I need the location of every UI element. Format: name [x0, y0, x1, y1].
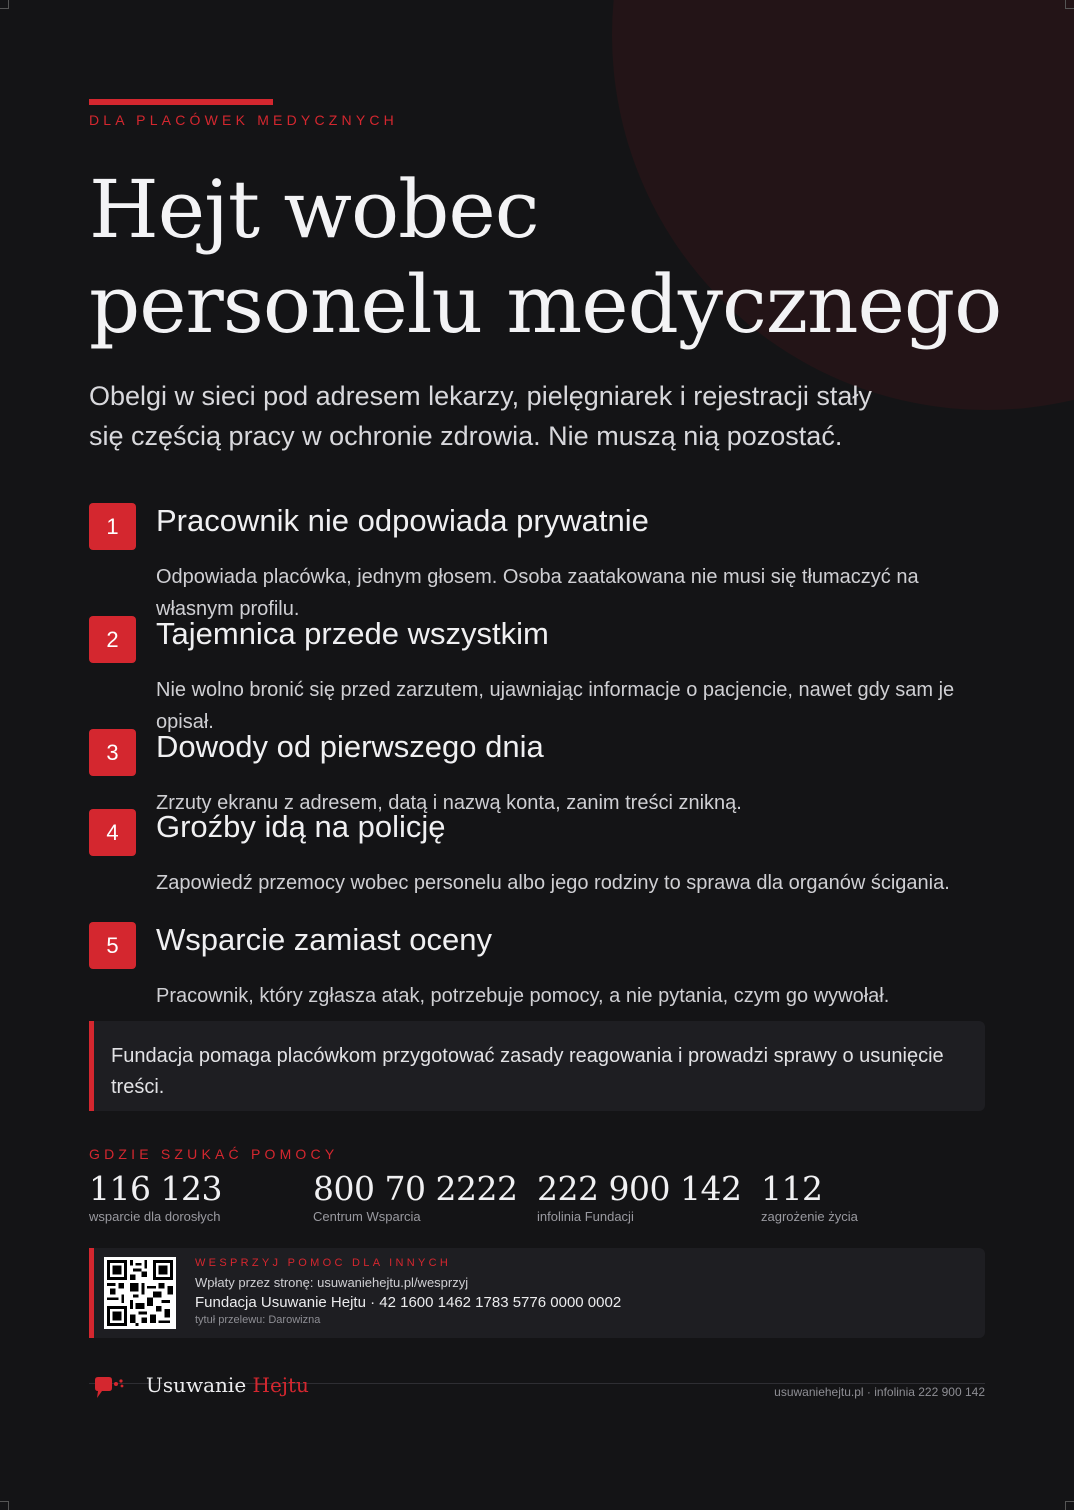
support-label: WESPRZYJ POMOC DLA INNYCH — [195, 1257, 452, 1269]
hotline — [313, 1168, 517, 1224]
speech-bubble-logo-icon — [92, 1376, 126, 1407]
rule-title: Pracownik nie odpowiada prywatnie — [156, 503, 649, 538]
help-section-label: GDZIE SZUKAĆ POMOCY — [89, 1146, 339, 1162]
crop-mark-top-right — [1065, 0, 1074, 9]
hotline-label: zagrożenie życia — [761, 1209, 858, 1224]
qr-code[interactable] — [104, 1257, 176, 1329]
hotline-label: infolinia Fundacji — [537, 1209, 634, 1224]
donation-box — [89, 1248, 985, 1338]
page-title — [89, 162, 1002, 352]
hotline-number[interactable]: 222 900 142 — [537, 1169, 742, 1208]
rule-text: Nie wolno bronić się przed zarzutem, ujawniając informacje o pacjencie, nawet gdy sam je opisał. — [156, 679, 955, 733]
crop-mark-bottom-left — [0, 1501, 9, 1510]
logo-word-hejtu: Hejtu — [252, 1373, 309, 1397]
rule-number-badge: 4 — [89, 809, 136, 856]
crop-mark-top-left — [0, 0, 9, 9]
crop-mark-bottom-right — [1065, 1501, 1074, 1510]
title-line-2: personelu medycznego — [89, 258, 1002, 351]
logo-wordmark — [146, 1373, 309, 1397]
rule-number-badge: 3 — [89, 729, 136, 776]
rule-text: Zapowiedź przemocy wobec personelu albo jego rodziny to sprawa dla organów ścigania. — [156, 872, 950, 894]
footer-contact[interactable]: usuwaniehejtu.pl · infolinia 222 900 142 — [774, 1385, 985, 1399]
rule-number-badge: 1 — [89, 503, 136, 550]
hotline-label: Centrum Wsparcia — [313, 1209, 421, 1224]
hotline-number[interactable]: 112 — [761, 1169, 823, 1208]
kicker-accent-bar — [89, 99, 273, 105]
rule-text: Odpowiada placówka, jednym głosem. Osoba zaatakowana nie musi się tłumaczyć na własnym profilu. — [156, 566, 919, 620]
logo-word-usuwanie: Usuwanie — [146, 1373, 247, 1397]
rule-number-badge: 5 — [89, 922, 136, 969]
lead-paragraph: Obelgi w sieci pod adresem lekarzy, pielęgniarek i rejestracji stały się częścią pracy w ochronie zdrowia. Nie muszą nią pozostać. — [89, 381, 872, 451]
support-bank-account: Fundacja Usuwanie Hejtu · 42 1600 1462 1783 5776 0000 0002 — [195, 1294, 622, 1311]
hotline — [761, 1168, 858, 1224]
rule-text: Pracownik, który zgłasza atak, potrzebuje pomocy, a nie pytania, czym go wywołał. — [156, 985, 890, 1007]
hotline-number[interactable]: 116 123 — [89, 1169, 222, 1208]
foundation-callout: Fundacja pomaga placówkom przygotować zasady reagowania i prowadzi sprawy o usunięcie treści. — [89, 1021, 985, 1111]
hotline — [537, 1168, 741, 1224]
hotline-label: wsparcie dla dorosłych — [89, 1209, 221, 1224]
rule-text: Zrzuty ekranu z adresem, datą i nazwą konta, zanim treści znikną. — [156, 792, 742, 814]
rule-title: Tajemnica przede wszystkim — [156, 616, 549, 651]
rule-title: Dowody od pierwszego dnia — [156, 729, 544, 764]
rule-title: Groźby idą na policję — [156, 809, 446, 844]
hotline — [89, 1168, 222, 1224]
rule-number-badge: 2 — [89, 616, 136, 663]
rule-title: Wsparcie zamiast oceny — [156, 922, 492, 957]
hotline-number[interactable]: 800 70 2222 — [313, 1169, 518, 1208]
kicker-label: DLA PLACÓWEK MEDYCZNYCH — [89, 112, 398, 128]
support-transfer-title: tytuł przelewu: Darowizna — [195, 1314, 321, 1326]
title-line-1: Hejt wobec — [89, 163, 539, 256]
support-donation-url[interactable]: Wpłaty przez stronę: usuwaniehejtu.pl/wesprzyj — [195, 1275, 469, 1290]
